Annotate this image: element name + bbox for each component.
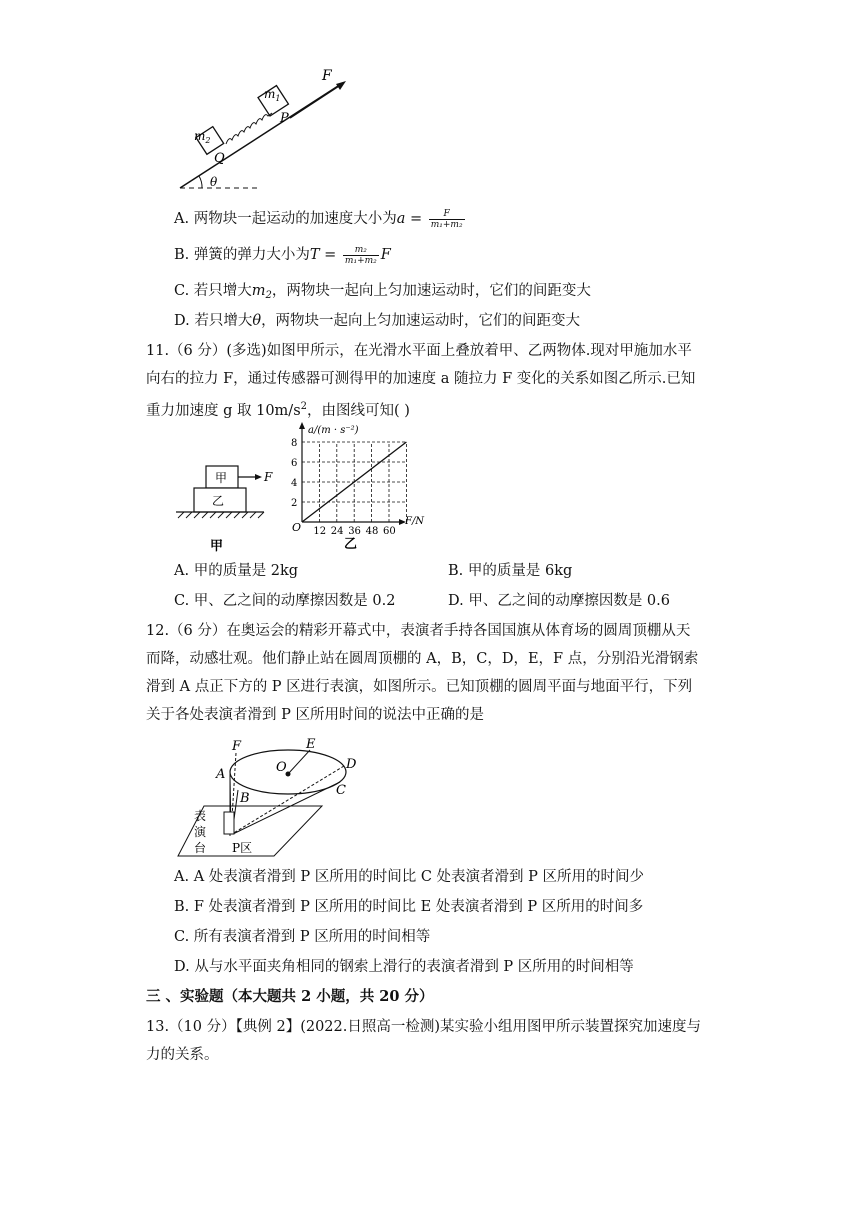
q11-option-d: D. 甲、乙之间的动摩擦因数是 0.6	[448, 593, 670, 609]
q12-stem-line4: 关于各处表演者滑到 P 区所用时间的说法中正确的是	[146, 707, 484, 723]
label-theta: θ	[210, 175, 218, 189]
q11-option-b: B. 甲的质量是 6kg	[448, 563, 573, 579]
q10-option-c: C. 若只增大$m_2$，两物块一起向上匀加速运动时，它们的间距变大	[174, 283, 591, 301]
pull-arrowhead	[255, 474, 262, 480]
block-yi-label: 乙	[212, 494, 225, 508]
x-tick-label: 12	[313, 526, 327, 537]
origin-label: O	[292, 521, 302, 534]
y-axis-arrow	[299, 422, 305, 429]
stacked-blocks-figure	[172, 460, 282, 555]
q11-stem-line2: 向右的拉力 F，通过传感器可测得甲的加速度 a 随拉力 F 变化的关系如图乙所示.已知	[146, 371, 696, 387]
x-tick-label: 36	[348, 526, 361, 537]
section-3-heading: 三 、实验题（本大题共 2 小题，共 20 分）	[146, 988, 434, 1005]
force-arrowhead	[336, 81, 346, 90]
x-tick-label: 60	[383, 526, 396, 537]
stage	[224, 812, 234, 834]
q11-stem-line3: 重力加速度 g 取 $10m/s^2$，由图线可知( )	[146, 401, 410, 419]
y-tick-label: 6	[291, 458, 298, 469]
stage-label-2: 演	[194, 825, 207, 839]
label-o: O	[276, 760, 287, 775]
y-tick-label: 2	[291, 498, 298, 509]
stage-label-1: 表	[194, 809, 207, 823]
label-d: D	[346, 757, 357, 772]
q12-stem-line2: 而降，动感壮观。他们静止站在圆周顶棚的 A，B，C，D，E，F 点，分别沿光滑钢索	[146, 651, 699, 667]
q13-stem-line1: 13.（10 分）【典例 2】(2022.日照高一检测)某实验小组用图甲所示装置探究加速度与	[146, 1019, 702, 1035]
theta-arc	[199, 176, 202, 188]
block-jia-label: 甲	[215, 471, 228, 485]
q10-option-a: A. 两物块一起运动的加速度大小为a = $\frac{F}{\text{m₁+m₂}}$	[174, 208, 463, 230]
x-tick-label: 24	[330, 526, 344, 537]
x-axis-label: F/N	[405, 516, 425, 527]
label-p-zone: P区	[232, 841, 253, 855]
label-m2: $m_2$	[194, 129, 211, 145]
q13-stem-line2: 力的关系。	[146, 1047, 219, 1063]
label-q: Q	[214, 151, 225, 166]
label-m1: $m_1$	[264, 87, 281, 103]
q12-option-b: B. F 处表演者滑到 P 区所用的时间比 E 处表演者滑到 P 区所用的时间多	[174, 899, 644, 915]
incline-figure	[170, 64, 370, 194]
cable-c	[233, 782, 340, 834]
label-e: E	[306, 737, 316, 752]
x-tick-label: 48	[365, 526, 379, 537]
stadium-figure	[176, 736, 376, 860]
label-b: B	[240, 791, 250, 806]
q12-stem-line1: 12.（6 分）在奥运会的精彩开幕式中，表演者手持各国国旗从体育场的圆周顶棚从天	[146, 623, 691, 639]
y-axis-label: a/(m · s⁻²)	[308, 425, 359, 436]
figure-yi-caption: 乙	[344, 537, 358, 552]
label-f: F	[232, 739, 242, 754]
q12-option-d: D. 从与水平面夹角相同的钢索上滑行的表演者滑到 P 区所用的时间相等	[174, 959, 634, 975]
label-a: A	[216, 767, 226, 782]
q12-option-c: C. 所有表演者滑到 P 区所用的时间相等	[174, 929, 431, 945]
y-tick-label: 4	[291, 478, 298, 489]
y-tick-label: 8	[291, 438, 298, 449]
ground-hatch	[178, 512, 264, 518]
q10-option-d: D. 若只增大θ，两物块一起向上匀加速运动时，它们的间距变大	[174, 313, 581, 329]
q12-stem-line3: 滑到 A 点正下方的 P 区进行表演，如图所示。已知顶棚的圆周平面与地面平行，下列	[146, 679, 693, 695]
q11-option-c: C. 甲、乙之间的动摩擦因数是 0.2	[174, 593, 396, 609]
stage-label-3: 台	[194, 841, 207, 855]
label-p: P	[280, 111, 289, 126]
force-arrow	[290, 84, 342, 118]
q11-stem-line1: 11.（6 分）(多选)如图甲所示，在光滑水平面上叠放着甲、乙两物体.现对甲施加水平	[146, 343, 692, 359]
q10-option-b: B. 弹簧的弹力大小为T = $\frac{\text{m₂}}{\text{m₁+m₂}}$ F	[174, 244, 391, 266]
label-c: C	[336, 783, 346, 798]
figure-jia-caption: 甲	[210, 539, 224, 554]
q12-option-a: A. A 处表演者滑到 P 区所用的时间比 C 处表演者滑到 P 区所用的时间少	[174, 869, 645, 885]
cable-e	[288, 750, 310, 774]
spring	[226, 113, 272, 144]
label-f-10: F	[322, 68, 332, 84]
a-f-chart	[284, 420, 434, 552]
q11-option-a: A. 甲的质量是 2kg	[174, 563, 299, 579]
pull-force-label: F	[264, 470, 273, 484]
